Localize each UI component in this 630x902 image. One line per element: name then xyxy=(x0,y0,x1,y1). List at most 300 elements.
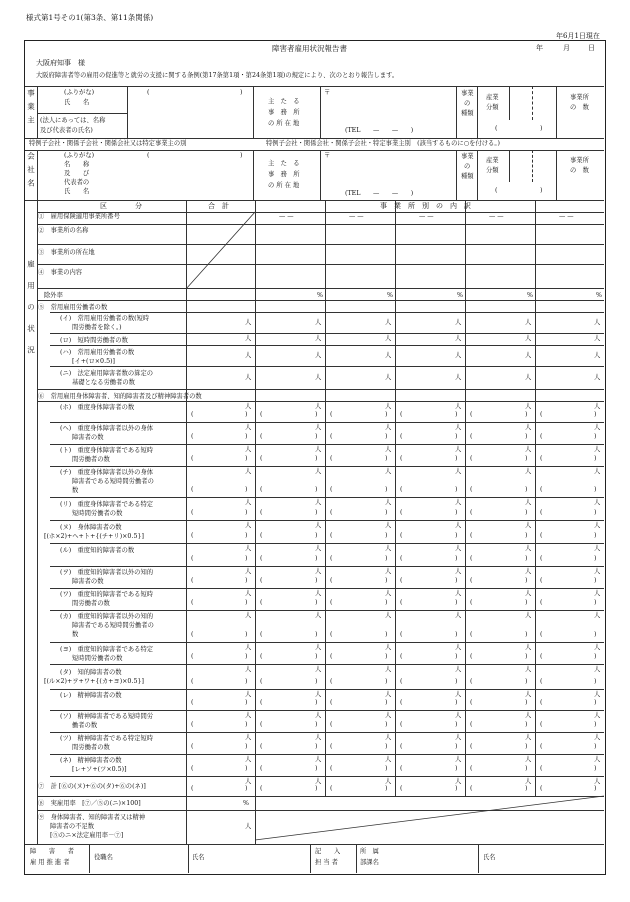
grid-line xyxy=(50,776,604,777)
person-unit: 人 xyxy=(594,612,601,619)
paren-close: ) xyxy=(455,721,458,728)
paren-close: ) xyxy=(245,455,248,462)
person-unit: 人 xyxy=(594,468,601,475)
person-unit: 人 xyxy=(455,691,462,698)
paren-open: ( xyxy=(540,765,543,772)
person-unit: 人 xyxy=(315,403,322,410)
paren-open: ( xyxy=(260,433,263,440)
addressee: 大阪府知事 様 xyxy=(36,59,85,67)
person-unit: 人 xyxy=(594,374,601,381)
person-unit: 人 xyxy=(315,590,322,597)
paren-open: ( xyxy=(191,678,194,685)
person-unit: 人 xyxy=(245,319,252,326)
paren-open: ( xyxy=(400,433,403,440)
person-unit: 人 xyxy=(594,352,601,359)
grid-line xyxy=(50,444,604,445)
paren-open: ( xyxy=(191,785,194,792)
person-unit: 人 xyxy=(315,691,322,698)
paren-close: ) xyxy=(315,678,318,685)
paren-open: ( xyxy=(400,455,403,462)
row-ne-1: (ネ) 精神障害者の数 xyxy=(60,757,122,764)
person-unit: 人 xyxy=(315,734,322,741)
preamble: 大阪府障害者等の雇用の促進等と就労の支援に関する条例(第17条第1項・第24条第1項)の規定により、次のとおり報告します。 xyxy=(36,72,399,79)
paren-open: ( xyxy=(400,721,403,728)
paren-open: ( xyxy=(400,631,403,638)
paren-close: ) xyxy=(594,765,597,772)
paren-open: ( xyxy=(330,699,333,706)
recorder-name-label: 氏名 xyxy=(483,854,496,861)
grid-line xyxy=(535,200,536,796)
paren-open: ( xyxy=(330,433,333,440)
paren-open: ( xyxy=(470,631,473,638)
row-to-1: (ト) 重度身体障害者である短時 xyxy=(60,447,154,454)
grid-line xyxy=(186,200,187,844)
grid-line xyxy=(50,312,604,313)
person-unit: 人 xyxy=(455,499,462,506)
exclusion-percent-unit: % xyxy=(457,292,463,299)
paren-close: ) xyxy=(594,455,597,462)
person-unit: 人 xyxy=(385,319,392,326)
paren-open: ( xyxy=(470,765,473,772)
person-unit: 人 xyxy=(594,666,601,673)
row-chi-2: 障害者である短時間労働者の xyxy=(72,478,154,485)
person-unit: 人 xyxy=(525,374,532,381)
paren-open: ( xyxy=(260,785,263,792)
paren-open: ( xyxy=(260,509,263,516)
paren-open: ( xyxy=(400,577,403,584)
person-unit: 人 xyxy=(594,403,601,410)
paren-close: ) xyxy=(315,577,318,584)
paren-open: ( xyxy=(470,455,473,462)
grid-line xyxy=(50,710,604,711)
company-address-label-3: の 所 在 地 xyxy=(268,182,300,189)
person-unit: 人 xyxy=(245,522,252,529)
recorder-label-1: 記 入 xyxy=(315,848,341,855)
row-nu-2: [(ホ×2)+ヘ+ト+{(チ+リ)×0.5}] xyxy=(44,533,144,540)
paren-open: ( xyxy=(191,411,194,418)
company-rep-label: 代表者の xyxy=(64,179,90,186)
person-unit: 人 xyxy=(315,568,322,575)
person-unit: 人 xyxy=(315,712,322,719)
person-unit: 人 xyxy=(594,522,601,529)
paren-open: ( xyxy=(260,765,263,772)
person-unit: 人 xyxy=(385,590,392,597)
paren-close: ) xyxy=(385,631,388,638)
row-wa-1: (ワ) 重度知的障害者である短時 xyxy=(60,591,154,598)
person-unit: 人 xyxy=(385,499,392,506)
paren-close: ) xyxy=(455,678,458,685)
person-unit: 人 xyxy=(525,499,532,506)
person-unit: 人 xyxy=(525,734,532,741)
person-unit: 人 xyxy=(245,712,252,719)
paren-close: ) xyxy=(245,678,248,685)
person-unit: 人 xyxy=(385,352,392,359)
person-unit: 人 xyxy=(455,335,462,342)
person-unit: 人 xyxy=(525,424,532,431)
row-nu-1: (ヌ) 身体障害者の数 xyxy=(60,524,122,531)
insurance-number-dash: — — xyxy=(349,213,364,220)
paren-close: ) xyxy=(245,721,248,728)
person-unit: 人 xyxy=(385,568,392,575)
person-unit: 人 xyxy=(525,756,532,763)
paren-close: ) xyxy=(525,721,528,728)
paren-open: ( xyxy=(260,599,263,606)
row-i-1: (イ) 常用雇用労働者の数(短時 xyxy=(60,315,150,322)
paren-open: ( xyxy=(330,532,333,539)
paren-open: ( xyxy=(260,411,263,418)
paren-close: ) xyxy=(245,765,248,772)
row-insurance-number: ① 雇用保険適用事業所番号 xyxy=(38,213,120,220)
paren-close: ) xyxy=(525,455,528,462)
person-unit: 人 xyxy=(594,712,601,719)
row-so-1: (ソ) 精神障害者である短時間労 xyxy=(60,713,154,720)
paren-close: ) xyxy=(525,653,528,660)
person-unit: 人 xyxy=(385,734,392,741)
person-unit: 人 xyxy=(245,734,252,741)
paren-close: ) xyxy=(594,532,597,539)
row-wa-2: 間労働者の数 xyxy=(72,600,110,607)
department-label-1: 所 属 xyxy=(360,848,379,855)
person-unit: 人 xyxy=(594,778,601,785)
paren-open: ( xyxy=(540,743,543,750)
paren-close: ) xyxy=(455,411,458,418)
paren-close: ) xyxy=(385,486,388,493)
person-unit: 人 xyxy=(315,612,322,619)
paren-open: ( xyxy=(260,455,263,462)
person-unit: 人 xyxy=(455,424,462,431)
paren-close: ) xyxy=(455,532,458,539)
paren-close: ) xyxy=(525,765,528,772)
paren-close: ) xyxy=(315,721,318,728)
paren-open: ( xyxy=(191,653,194,660)
paren-open: ( xyxy=(191,486,194,493)
grid-line xyxy=(37,288,604,289)
paren-close: ) xyxy=(385,721,388,728)
paren-close: ) xyxy=(385,765,388,772)
person-unit: 人 xyxy=(385,522,392,529)
paren-close: ) xyxy=(594,743,597,750)
special-type-left: 特例子会社・関係子会社・関係会社又は特定事業主の別 xyxy=(29,140,187,147)
paren-close: ) xyxy=(315,653,318,660)
paren-open: ( xyxy=(330,765,333,772)
paren-close: ) xyxy=(594,577,597,584)
paren-open: ( xyxy=(191,743,194,750)
company-address-label-1: 主 た る xyxy=(268,160,300,167)
paren-close: ) xyxy=(455,555,458,562)
grid-line xyxy=(37,300,604,301)
grid-line xyxy=(50,642,604,643)
row-yo-2: 短時間労働者の数 xyxy=(72,655,123,662)
date-year-label: 年 xyxy=(536,44,543,52)
person-unit: 人 xyxy=(455,319,462,326)
grid-line xyxy=(37,264,604,265)
employer-industry-1: 産業 xyxy=(486,94,499,101)
employer-tel: (TEL — — ) xyxy=(345,127,414,134)
person-unit: 人 xyxy=(385,612,392,619)
insurance-number-dash: — — xyxy=(279,213,294,220)
grid-line xyxy=(325,200,326,796)
employer-industry-2: 分類 xyxy=(486,104,499,111)
grid-line xyxy=(37,401,604,402)
employer-paren-open: ( xyxy=(147,89,150,96)
employer-paren-industry-open: ( xyxy=(495,125,498,132)
row-business-content: ④ 事業の内容 xyxy=(38,269,83,276)
row-ka-3: 数 xyxy=(72,631,79,638)
paren-close: ) xyxy=(455,509,458,516)
employer-business-type-3: 種類 xyxy=(461,110,474,117)
person-unit: 人 xyxy=(385,666,392,673)
paren-close: ) xyxy=(245,532,248,539)
paren-close: ) xyxy=(385,785,388,792)
paren-close: ) xyxy=(455,765,458,772)
person-unit: 人 xyxy=(385,712,392,719)
paren-close: ) xyxy=(315,532,318,539)
grid-line xyxy=(37,389,604,390)
grid-line xyxy=(50,566,604,567)
paren-open: ( xyxy=(540,411,543,418)
paren-close: ) xyxy=(315,631,318,638)
paren-close: ) xyxy=(385,577,388,584)
person-unit: 人 xyxy=(315,644,322,651)
company-tel: (TEL — — ) xyxy=(345,190,414,197)
paren-close: ) xyxy=(525,532,528,539)
grid-line xyxy=(50,366,604,367)
person-unit: 人 xyxy=(594,545,601,552)
paren-close: ) xyxy=(594,678,597,685)
person-unit: 人 xyxy=(385,335,392,342)
paren-open: ( xyxy=(400,765,403,772)
paren-open: ( xyxy=(540,599,543,606)
paren-close: ) xyxy=(385,532,388,539)
paren-open: ( xyxy=(540,721,543,728)
person-unit: 人 xyxy=(525,403,532,410)
row-to-2: 間労働者の数 xyxy=(72,456,110,463)
paren-open: ( xyxy=(470,486,473,493)
row-he-1: (ヘ) 重度身体障害者以外の身体 xyxy=(60,425,154,432)
paren-open: ( xyxy=(330,411,333,418)
paren-open: ( xyxy=(260,486,263,493)
paren-open: ( xyxy=(400,509,403,516)
person-unit: 人 xyxy=(245,568,252,575)
paren-open: ( xyxy=(191,765,194,772)
person-unit: 人 xyxy=(525,590,532,597)
person-unit: 人 xyxy=(245,424,252,431)
person-unit: 人 xyxy=(385,446,392,453)
row-disabled-workers: ⑥ 常用雇用身体障害者、知的障害者及び精神障害者の数 xyxy=(38,393,202,400)
person-unit: 人 xyxy=(455,590,462,597)
employer-address-label-2: 事 務 所 xyxy=(268,109,300,116)
grid-line xyxy=(50,422,604,423)
paren-open: ( xyxy=(330,721,333,728)
paren-open: ( xyxy=(191,577,194,584)
paren-open: ( xyxy=(540,577,543,584)
paren-open: ( xyxy=(260,699,263,706)
person-unit: 人 xyxy=(455,644,462,651)
insurance-number-dash: — — xyxy=(419,213,434,220)
paren-open: ( xyxy=(330,599,333,606)
company-business-type-1: 事業 xyxy=(461,153,474,160)
employer-business-type-1: 事業 xyxy=(461,90,474,97)
paren-open: ( xyxy=(330,631,333,638)
grid-line xyxy=(50,333,604,334)
paren-open: ( xyxy=(191,509,194,516)
person-unit: 人 xyxy=(245,374,252,381)
insurance-number-dash: — — xyxy=(489,213,504,220)
grid-line xyxy=(50,610,604,611)
paren-open: ( xyxy=(191,631,194,638)
person-unit: 人 xyxy=(525,712,532,719)
paren-open: ( xyxy=(540,433,543,440)
employer-office-count-1: 事業所 xyxy=(570,94,589,101)
row-ta-1: (タ) 知的障害者の数 xyxy=(60,669,122,676)
actual-rate-percent-unit: % xyxy=(243,800,249,807)
grid-line xyxy=(37,810,604,811)
paren-close: ) xyxy=(315,509,318,516)
paren-close: ) xyxy=(385,599,388,606)
grid-line xyxy=(255,200,256,844)
person-unit: 人 xyxy=(315,666,322,673)
paren-open: ( xyxy=(470,785,473,792)
person-unit: 人 xyxy=(594,424,601,431)
paren-open: ( xyxy=(540,785,543,792)
paren-open: ( xyxy=(540,678,543,685)
paren-close: ) xyxy=(385,743,388,750)
grid-line xyxy=(37,200,38,844)
row-yo-1: (ヨ) 重度知的障害者である特定 xyxy=(60,646,154,653)
person-unit: 人 xyxy=(455,545,462,552)
grid-line xyxy=(50,543,604,544)
paren-open: ( xyxy=(470,555,473,562)
person-unit: 人 xyxy=(385,545,392,552)
column-header-breakdown: 事 業 所 別 の 内 訳 xyxy=(380,202,471,210)
person-unit: 人 xyxy=(455,568,462,575)
promoter-name-label: 氏名 xyxy=(192,854,205,861)
paren-close: ) xyxy=(455,631,458,638)
row-actual-rate: ⑧ 実雇用率 [⑦／⑤の(ニ)×100] xyxy=(38,800,141,807)
person-unit: 人 xyxy=(455,612,462,619)
exclusion-percent-unit: % xyxy=(317,292,323,299)
person-unit: 人 xyxy=(245,335,252,342)
paren-open: ( xyxy=(540,631,543,638)
person-unit: 人 xyxy=(385,644,392,651)
employer-office-count-2: の 数 xyxy=(570,104,589,111)
paren-open: ( xyxy=(470,411,473,418)
row-total: ⑦ 計 [⑥の(ヌ)+⑥の(タ)+⑥の(ネ)] xyxy=(38,783,146,790)
person-unit: 人 xyxy=(245,468,252,475)
paren-close: ) xyxy=(315,433,318,440)
employer-paren-close: ) xyxy=(240,89,243,96)
paren-open: ( xyxy=(260,678,263,685)
company-rep-name-label: 氏 名 xyxy=(64,188,90,195)
person-unit: 人 xyxy=(245,756,252,763)
person-unit: 人 xyxy=(245,545,252,552)
person-unit: 人 xyxy=(525,644,532,651)
paren-close: ) xyxy=(594,785,597,792)
insurance-number-dash: — — xyxy=(559,213,574,220)
row-i-2: 間労働者を除く。) xyxy=(72,324,122,331)
paren-open: ( xyxy=(330,785,333,792)
form-title: 障害者雇用状況報告書 xyxy=(272,44,347,53)
row-ro: (ロ) 短時間労働者の数 xyxy=(60,337,128,344)
grid-line xyxy=(37,244,604,245)
paren-open: ( xyxy=(260,532,263,539)
row-ri-2: 短時間労働者の数 xyxy=(72,510,123,517)
person-unit: 人 xyxy=(385,374,392,381)
paren-open: ( xyxy=(400,599,403,606)
paren-close: ) xyxy=(594,653,597,660)
paren-close: ) xyxy=(245,433,248,440)
date-month-label: 月 xyxy=(563,44,570,52)
person-unit: 人 xyxy=(245,666,252,673)
person-unit: 人 xyxy=(245,499,252,506)
company-paren-close: ) xyxy=(240,152,243,159)
paren-close: ) xyxy=(594,411,597,418)
company-address-label-2: 事 務 所 xyxy=(268,171,300,178)
paren-open: ( xyxy=(330,653,333,660)
paren-open: ( xyxy=(191,555,194,562)
promoter-label-2: 雇 用 推 進 者 xyxy=(30,859,70,866)
person-unit: 人 xyxy=(315,499,322,506)
paren-close: ) xyxy=(245,699,248,706)
company-postal-mark: 〒 xyxy=(324,152,331,159)
department-label-2: 部課名 xyxy=(360,859,379,866)
paren-close: ) xyxy=(525,577,528,584)
paren-open: ( xyxy=(191,699,194,706)
row-wo-1: (ヲ) 重度知的障害者以外の知的 xyxy=(60,569,154,576)
paren-close: ) xyxy=(245,486,248,493)
paren-close: ) xyxy=(385,455,388,462)
grid-line xyxy=(465,200,466,796)
person-unit: 人 xyxy=(245,778,252,785)
person-unit: 人 xyxy=(385,424,392,431)
paren-close: ) xyxy=(594,599,597,606)
row-ne-2: [レ+ソ+(ツ×0.5)] xyxy=(72,766,127,773)
paren-open: ( xyxy=(470,433,473,440)
row-shortfall-2: 障害者の不足数 xyxy=(50,823,95,830)
row-re: (レ) 精神障害者の数 xyxy=(60,692,122,699)
row-ho: (ホ) 重度身体障害者の数 xyxy=(60,404,135,411)
paren-open: ( xyxy=(540,486,543,493)
employer-name-label: 氏 名 xyxy=(64,99,90,106)
paren-open: ( xyxy=(470,653,473,660)
person-unit: 人 xyxy=(315,446,322,453)
exclusion-percent-unit: % xyxy=(387,292,393,299)
paren-open: ( xyxy=(330,455,333,462)
person-unit: 人 xyxy=(525,666,532,673)
person-unit: 人 xyxy=(315,756,322,763)
row-tsu-1: (ツ) 精神障害者である特定短時 xyxy=(60,735,154,742)
paren-close: ) xyxy=(455,455,458,462)
paren-open: ( xyxy=(330,743,333,750)
paren-close: ) xyxy=(594,721,597,728)
person-unit: 人 xyxy=(455,666,462,673)
employer-paren-industry-close: ) xyxy=(540,125,543,132)
column-header-category: 区 分 xyxy=(100,202,142,210)
paren-close: ) xyxy=(455,743,458,750)
person-unit: 人 xyxy=(594,734,601,741)
person-unit: 人 xyxy=(525,568,532,575)
employment-status-side-label: 雇用の状況 xyxy=(26,260,36,368)
paren-close: ) xyxy=(525,411,528,418)
paren-close: ) xyxy=(315,455,318,462)
paren-close: ) xyxy=(455,599,458,606)
person-unit: 人 xyxy=(594,590,601,597)
company-paren-industry-close: ) xyxy=(540,187,543,194)
paren-open: ( xyxy=(540,555,543,562)
special-type-right: 特例子会社・関係会社・関係子会社・特定事業主別 (該当するものに○を付ける。) xyxy=(266,140,500,147)
paren-open: ( xyxy=(400,699,403,706)
row-office-address: ③ 事業所の所在地 xyxy=(38,249,95,256)
